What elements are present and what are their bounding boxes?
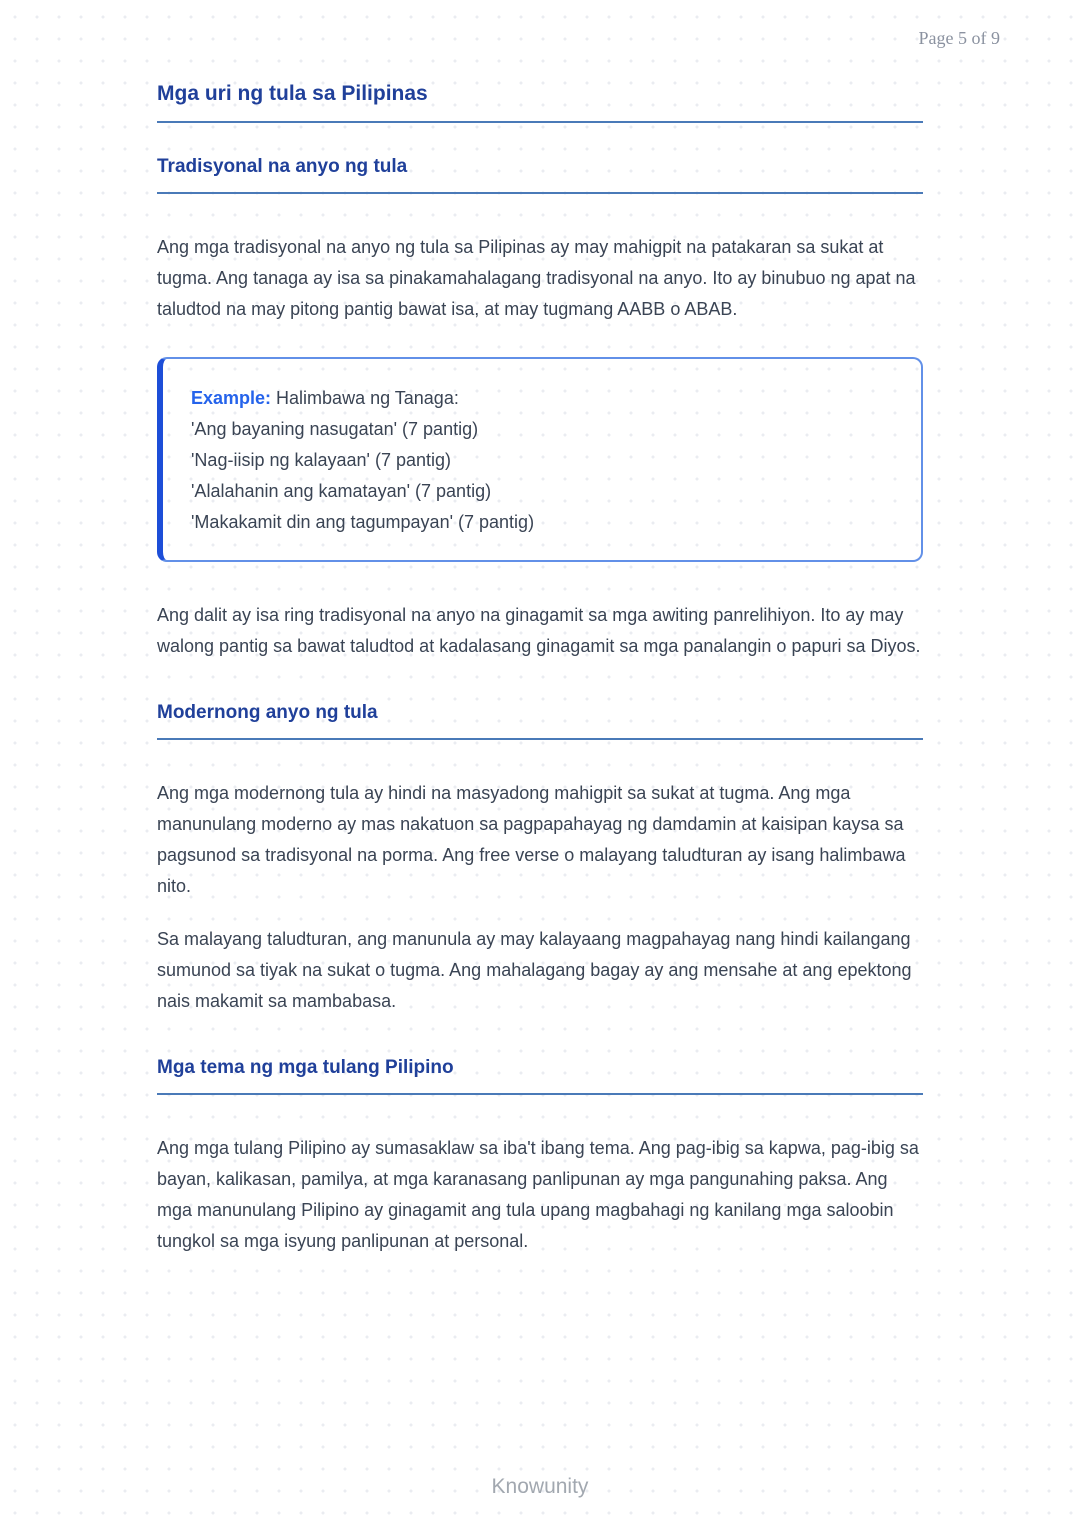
section-heading-moderno: Modernong anyo ng tula [157, 702, 923, 740]
paragraph-dalit: Ang dalit ay isa ring tradisyonal na anyo na ginagamit sa mga awiting panrelihiyon. Ito ay may walong pantig sa bawat taludtod at kadalasang ginagamit sa mga panalangin o papuri sa Diyos. [157, 605, 921, 656]
example-verse-line: 'Makakamit din ang tagumpayan' (7 pantig) [191, 512, 535, 532]
example-intro-line [191, 383, 893, 414]
document-content [157, 0, 923, 1257]
page-number: Page 5 of 9 [918, 28, 1000, 48]
example-label: Example: [191, 388, 277, 408]
paragraph-tema: Ang mga tulang Pilipino ay sumasaklaw sa iba't ibang tema. Ang pag-ibig sa kapwa, pag-ibig sa bayan, kalikasan, pamilya, at mga karanasang panlipunan ay mga pangunahing paksa. Ang mga manunulang Pilipino ay ginagamit ang tula upang magbahagi ng kanilang mga saloobin tungkol sa mga isyung panlipunan at personal. [157, 1138, 919, 1251]
main-heading: Mga uri ng tula sa Pilipinas [157, 82, 923, 123]
example-verse-line: 'Ang bayaning nasugatan' (7 pantig) [191, 419, 479, 439]
footer-brand: Knowunity [491, 1475, 589, 1498]
example-verse-line: 'Alalahanin ang kamatayan' (7 pantig) [191, 481, 492, 501]
section-heading-tradisyonal: Tradisyonal na anyo ng tula [157, 156, 923, 194]
paragraph-tradisyonal-intro: Ang mga tradisyonal na anyo ng tula sa Pilipinas ay may mahigpit na patakaran sa sukat at tugma. Ang tanaga ay isa sa pinakamahalagang tradisyonal na anyo. Ito ay binubuo ng apat na taludtod na may pitong pantig bawat isa, at may tugmang AABB o ABAB. [157, 237, 916, 319]
section-heading-tema: Mga tema ng mga tulang Pilipino [157, 1057, 923, 1095]
paragraph-moderno-intro: Ang mga modernong tula ay hindi na masyadong mahigpit sa sukat at tugma. Ang mga manunulang moderno ay mas nakatuon sa pagpapahayag ng damdamin at kaisipan kaysa sa pagsunod sa tradisyonal na porma. Ang free verse o malayang taludturan ay isang halimbawa nito. [157, 783, 906, 896]
example-verse-line: 'Nag-iisip ng kalayaan' (7 pantig) [191, 450, 452, 470]
example-callout-box [157, 357, 923, 562]
example-intro-text: Halimbawa ng Tanaga: [276, 388, 459, 408]
paragraph-malayang-taludturan: Sa malayang taludturan, ang manunula ay may kalayaang magpahayag nang hindi kailangang sumunod sa tiyak na sukat o tugma. Ang mahalagang bagay ay ang mensahe at ang epektong nais makamit sa mambabasa. [157, 929, 912, 1011]
